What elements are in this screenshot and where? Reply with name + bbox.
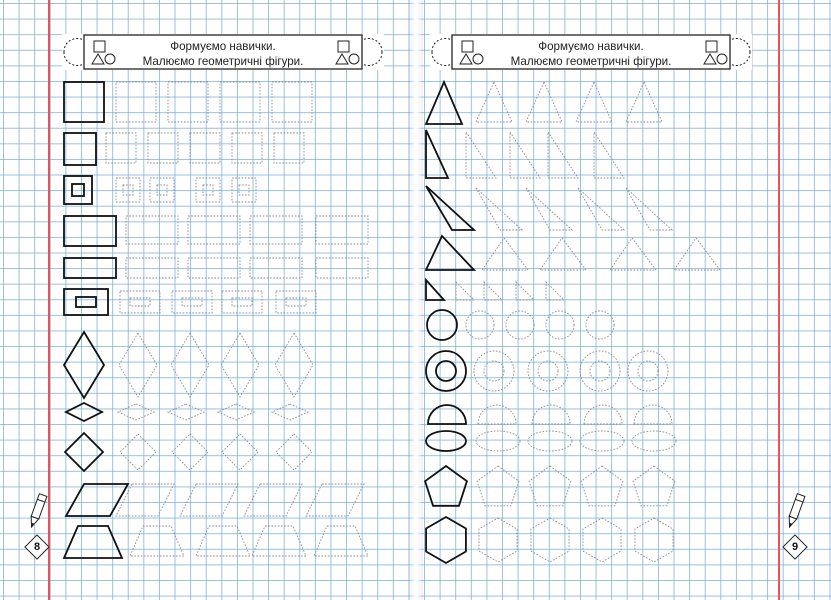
rectangle-frame-dotted xyxy=(120,291,160,313)
pentagon-dotted xyxy=(633,466,675,506)
right-triangle-solid xyxy=(426,130,448,178)
triangle-solid xyxy=(426,82,462,124)
rectangle-solid xyxy=(64,216,116,246)
page-heading-line-1: Формуємо навички. xyxy=(170,40,276,53)
square-dotted xyxy=(168,82,208,122)
square-rhombus-dotted xyxy=(276,434,312,470)
ring-outer-dotted xyxy=(580,351,620,391)
rectangle-dotted xyxy=(250,258,302,278)
ellipse-dotted xyxy=(580,431,624,451)
pentagon-dotted xyxy=(529,466,571,506)
rectangle-dotted xyxy=(188,258,240,278)
square-dotted xyxy=(116,82,156,122)
right-triangle-dotted xyxy=(510,132,540,178)
triangle-dotted xyxy=(526,82,562,122)
right-triangle-dotted xyxy=(548,132,578,178)
page-heading-line-2: Малюємо геометричні фігури. xyxy=(142,55,304,68)
trapezoid-dotted xyxy=(314,526,368,556)
semicircle-dotted xyxy=(532,405,570,424)
ring-inner-dotted xyxy=(484,361,504,381)
ring-inner-solid xyxy=(436,361,456,381)
flat-rhombus-dotted xyxy=(218,404,254,420)
right-triangle-dotted xyxy=(594,132,624,178)
square-frame-dotted xyxy=(196,178,220,202)
square-inner-dotted xyxy=(239,185,249,195)
square-solid xyxy=(64,82,104,122)
rectangle-frame-dotted xyxy=(276,291,316,313)
trapezoid-dotted xyxy=(196,526,250,556)
hexagon-solid xyxy=(426,517,466,563)
pencil-icon xyxy=(26,492,48,532)
square-dotted xyxy=(190,133,220,163)
pencil-icon xyxy=(784,492,806,532)
ring-outer-dotted xyxy=(628,351,668,391)
square-rhombus-solid xyxy=(65,433,103,471)
semicircle-solid xyxy=(428,405,466,424)
pentagon-solid xyxy=(425,466,467,506)
square-dotted xyxy=(232,133,262,163)
wide-triangle-dotted xyxy=(540,238,586,270)
square-inner-dotted xyxy=(157,185,167,195)
semicircle-dotted xyxy=(584,405,622,424)
ring-inner-dotted xyxy=(638,361,658,381)
pentagon-dotted xyxy=(477,466,519,506)
page-number: 8 xyxy=(33,541,41,553)
rhombus-dotted xyxy=(119,333,157,397)
page-heading-line-2: Малюємо геометричні фігури. xyxy=(510,55,672,68)
hexagon-dotted xyxy=(635,518,673,562)
triangle-dotted xyxy=(626,82,662,122)
hexagon-dotted xyxy=(583,518,621,562)
rectangle-inner-solid xyxy=(76,297,96,307)
square-frame-dotted xyxy=(116,178,140,202)
circle-solid xyxy=(427,310,457,340)
rectangle-frame-dotted xyxy=(172,291,212,313)
rhombus-solid xyxy=(64,332,104,398)
rectangle-frame-solid xyxy=(64,289,108,315)
rectangle-dotted xyxy=(126,258,178,278)
obtuse-triangle-dotted xyxy=(476,188,522,230)
square-dotted xyxy=(220,82,260,122)
square-rhombus-dotted xyxy=(222,434,258,470)
trapezoid-solid xyxy=(64,526,122,558)
square-dotted xyxy=(106,133,136,163)
obtuse-triangle-dotted xyxy=(526,188,572,230)
square-frame-dotted xyxy=(150,178,174,202)
circle-dotted xyxy=(546,311,574,339)
rectangle-solid xyxy=(64,258,116,278)
rectangle-inner-dotted xyxy=(232,298,252,306)
square-rhombus-dotted xyxy=(172,434,208,470)
parallelogram-dotted xyxy=(180,484,238,516)
small-triangle-dotted xyxy=(516,282,534,300)
square-frame-solid xyxy=(64,176,92,204)
trapezoid-dotted xyxy=(130,526,184,556)
hexagon-dotted xyxy=(531,518,569,562)
page-heading-line-1: Формуємо навички. xyxy=(538,40,644,53)
square-inner-dotted xyxy=(123,185,133,195)
ellipse-dotted xyxy=(632,431,676,451)
triangle-dotted xyxy=(576,82,612,122)
square-solid xyxy=(64,133,96,165)
right-triangle-dotted xyxy=(466,132,496,178)
small-triangle-dotted xyxy=(484,282,502,300)
small-triangle-dotted xyxy=(546,282,564,300)
small-triangle-solid xyxy=(426,280,444,300)
pentagon-dotted xyxy=(581,466,623,506)
flat-rhombus-solid xyxy=(66,403,102,421)
semicircle-dotted xyxy=(478,405,516,424)
ellipse-dotted xyxy=(528,431,572,451)
small-triangle-dotted xyxy=(456,282,474,300)
rectangle-dotted xyxy=(316,216,368,244)
page-number: 9 xyxy=(791,541,799,553)
ring-outer-solid xyxy=(426,351,466,391)
square-rhombus-dotted xyxy=(120,434,156,470)
square-dotted xyxy=(274,133,304,163)
rectangle-dotted xyxy=(188,216,240,244)
parallelogram-dotted xyxy=(244,484,302,516)
ellipse-dotted xyxy=(476,431,520,451)
flat-rhombus-dotted xyxy=(118,404,154,420)
ring-inner-dotted xyxy=(538,361,558,381)
square-dotted xyxy=(272,82,312,122)
ring-inner-dotted xyxy=(590,361,610,381)
wide-triangle-dotted xyxy=(610,238,656,270)
triangle-dotted xyxy=(476,82,512,122)
parallelogram-dotted xyxy=(306,484,364,516)
flat-rhombus-dotted xyxy=(168,404,204,420)
rectangle-inner-dotted xyxy=(182,298,202,306)
rectangle-inner-dotted xyxy=(130,298,150,306)
circle-dotted xyxy=(506,311,534,339)
rectangle-dotted xyxy=(126,216,178,244)
semicircle-dotted xyxy=(634,405,672,424)
wide-triangle-dotted xyxy=(482,238,528,270)
rectangle-dotted xyxy=(250,216,302,244)
hexagon-dotted xyxy=(479,518,517,562)
ellipse-solid xyxy=(426,431,466,451)
square-inner-solid xyxy=(72,184,84,196)
rhombus-dotted xyxy=(221,333,259,397)
rectangle-frame-dotted xyxy=(222,291,262,313)
flat-rhombus-dotted xyxy=(272,404,308,420)
ring-outer-dotted xyxy=(528,351,568,391)
square-frame-dotted xyxy=(232,178,256,202)
rhombus-dotted xyxy=(275,333,313,397)
ring-outer-dotted xyxy=(474,351,514,391)
wide-triangle-dotted xyxy=(674,238,720,270)
rectangle-inner-dotted xyxy=(286,298,306,306)
wide-triangle-solid xyxy=(426,236,474,270)
obtuse-triangle-dotted xyxy=(578,188,624,230)
obtuse-triangle-dotted xyxy=(626,188,672,230)
obtuse-triangle-solid xyxy=(426,186,474,230)
rectangle-dotted xyxy=(316,258,368,278)
square-inner-dotted xyxy=(203,185,213,195)
circle-dotted xyxy=(466,311,494,339)
trapezoid-dotted xyxy=(252,526,306,556)
square-dotted xyxy=(148,133,178,163)
rhombus-dotted xyxy=(171,333,209,397)
circle-dotted xyxy=(586,311,614,339)
